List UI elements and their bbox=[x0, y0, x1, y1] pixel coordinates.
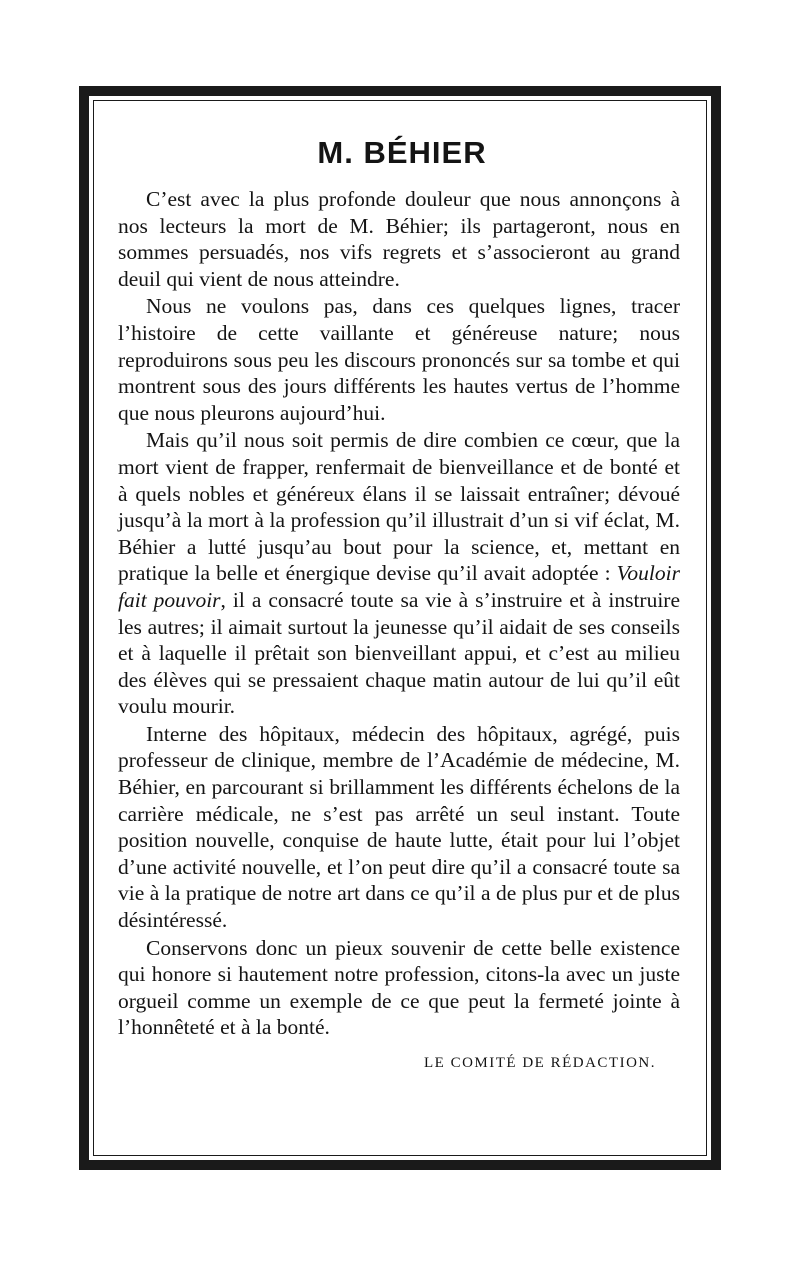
paragraph-3-text-end: , il a consacré toute sa vie à s’instruire et à instruire les autres; il aimait surtout la jeunesse qu’il aidait de ses conseils et à laquelle il prêtait son bienveillant appui, et c’est au milieu des élèves qui se pressaient chaque matin autour de lui qu’il eût voulu mourir. bbox=[118, 587, 681, 719]
paragraph-1: C’est avec la plus profonde douleur que nous annonçons à nos lecteurs la mort de M. Béhier; ils partageront, nous en sommes persuadés, nos vifs regrets et s’associeront au grand deuil qui vient de nous atteindre. bbox=[118, 187, 680, 291]
motto-italic: Vouloir fait pouvoir bbox=[118, 561, 680, 612]
paragraph-4: Interne des hôpitaux, médecin des hôpitaux, agrégé, puis professeur de clinique, membre de l’Académie de médecine, M. Béhier, en parcourant si brillamment les différents échelons de la carrière médicale, ne s’est pas arrêté un seul instant. Toute position nouvelle, conquise de haute lutte, était pour lui l’objet d’une activité nouvelle, et l’on peut dire qu’il a consacré toute sa vie à la pratique de notre art dans ce qu’il a de plus pur et de plus désintéressé. bbox=[118, 721, 680, 933]
signature: LE COMITÉ DE RÉDACTION. bbox=[424, 1055, 656, 1071]
paragraph-5: Conservons donc un pieux souvenir de cette belle existence qui honore si hautement notre profession, citons-la avec un juste orgueil comme un exemple de ce que peut la fermeté jointe à l’honnêteté et à la bonté. bbox=[118, 935, 680, 1040]
paragraph-3 bbox=[118, 427, 680, 720]
obituary-notice bbox=[118, 130, 680, 1072]
paragraph-3-text-start: Mais qu’il nous soit permis de dire combien ce cœur, que la mort vient de frapper, renfermait de bienveillance et de bonté et à quels nobles et généreux élans il se laissait entraîner; dévoué jusqu’à la mort à la profession qu’il illustrait d’un si vif éclat, M. Béhier a lutté jusqu’au bout pour la science, et, mettant en pratique la belle et énergique devise qu’il avait adoptée : bbox=[118, 428, 680, 586]
paragraph-2: Nous ne voulons pas, dans ces quelques lignes, tracer l’histoire de cette vaillante et généreuse nature; nous reproduirons sous peu les discours prononcés sur sa tombe et qui montrent sous des jours différents les hautes vertus de l’homme que nous pleurons aujourd’hui. bbox=[118, 294, 680, 425]
notice-title: M. BÉHIER bbox=[317, 135, 487, 170]
